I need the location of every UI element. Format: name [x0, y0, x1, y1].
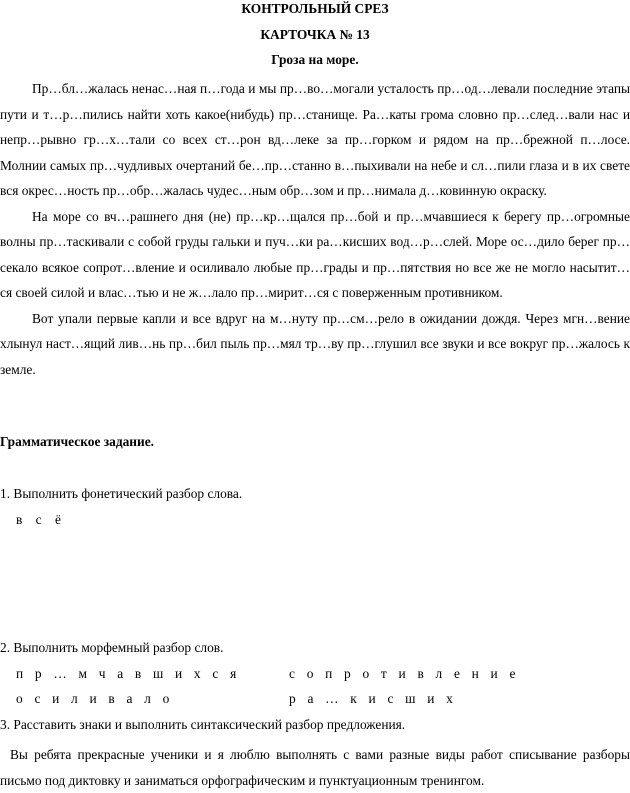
paragraph: На море со вч…рашнего дня (не) пр…кр…щался пр…бой и пр…мчавшиеся к берегу пр…огромные волны пр…таскивали с собой груды гальки и пуч…ки ра…кисших вод…р…слей. Море ос…дило берег пр…секало всякое сопрот…вление и осиливало любые пр…грады и пр…пятствия но все же не могло насытит…ся своей силой и влас…тью и не ж…лало пр…мирит…ся с поверженным противником.: [0, 208, 630, 300]
task-3-text: 3. Расставить знаки и выполнить синтаксический разбор предложения.: [0, 717, 406, 732]
syntax-sentence: [0, 742, 630, 793]
document-title: КОНТРОЛЬНЫЙ СРЕЗ: [241, 1, 389, 16]
grammar-task-heading: Грамматическое задание.: [0, 434, 155, 449]
morpheme-word: с о п р о т и в л е н и е: [289, 666, 520, 681]
task-2-text: 2. Выполнить морфемный разбор слов.: [0, 640, 224, 655]
card-number: КАРТОЧКА № 13: [260, 27, 370, 42]
paragraph: Вот упали первые капли и все вдруг на м…нуту пр…см…рело в ожидании дождя. Через мгн…вение хлынул наст…ящий лив…нь пр…бил пыль пр…мял тр…ву пр…глушил все звуки и все вокруг пр…жалось к земле.: [0, 310, 630, 377]
morpheme-word: п р … м ч а в ш и х с я: [16, 666, 241, 681]
morpheme-word: р а … к и с ш и х: [289, 691, 457, 706]
phonetic-word: в с ё: [16, 512, 66, 527]
paragraph: Пр…бл…жалась ненас…ная п…года и мы пр…во…могали усталость пр…од…левали последние этапы пути и т…р…пились найти хоть какое(нибудь) пр…станище. Ра…каты грома словно пр…след…вали нас и непр…рывно гр…х…тали со всех ст…рон вд…леке за пр…горком и рядом на пр…брежной п…лосе. Молнии самых пр…чудливых очертаний бе…пр…станно в…пыхивали на небе и сл…пили глаза и в их свете вся окрес…ность пр…обр…жалась чудес…ным обр…зом и пр…нимала д…ковинную окраску.: [0, 81, 630, 198]
dictation-text: [0, 76, 630, 382]
task-1-text: 1. Выполнить фонетический разбор слова.: [0, 486, 243, 501]
text-title: Гроза на море.: [271, 52, 359, 67]
morpheme-word: о с и л и в а л о: [16, 691, 174, 706]
sentence-text: Вы ребята прекрасные ученики и я люблю выполнять с вами разные виды работ списывание разборы письмо под диктовку и заниматься орфографическим и пунктуационным тренингом.: [0, 747, 630, 788]
